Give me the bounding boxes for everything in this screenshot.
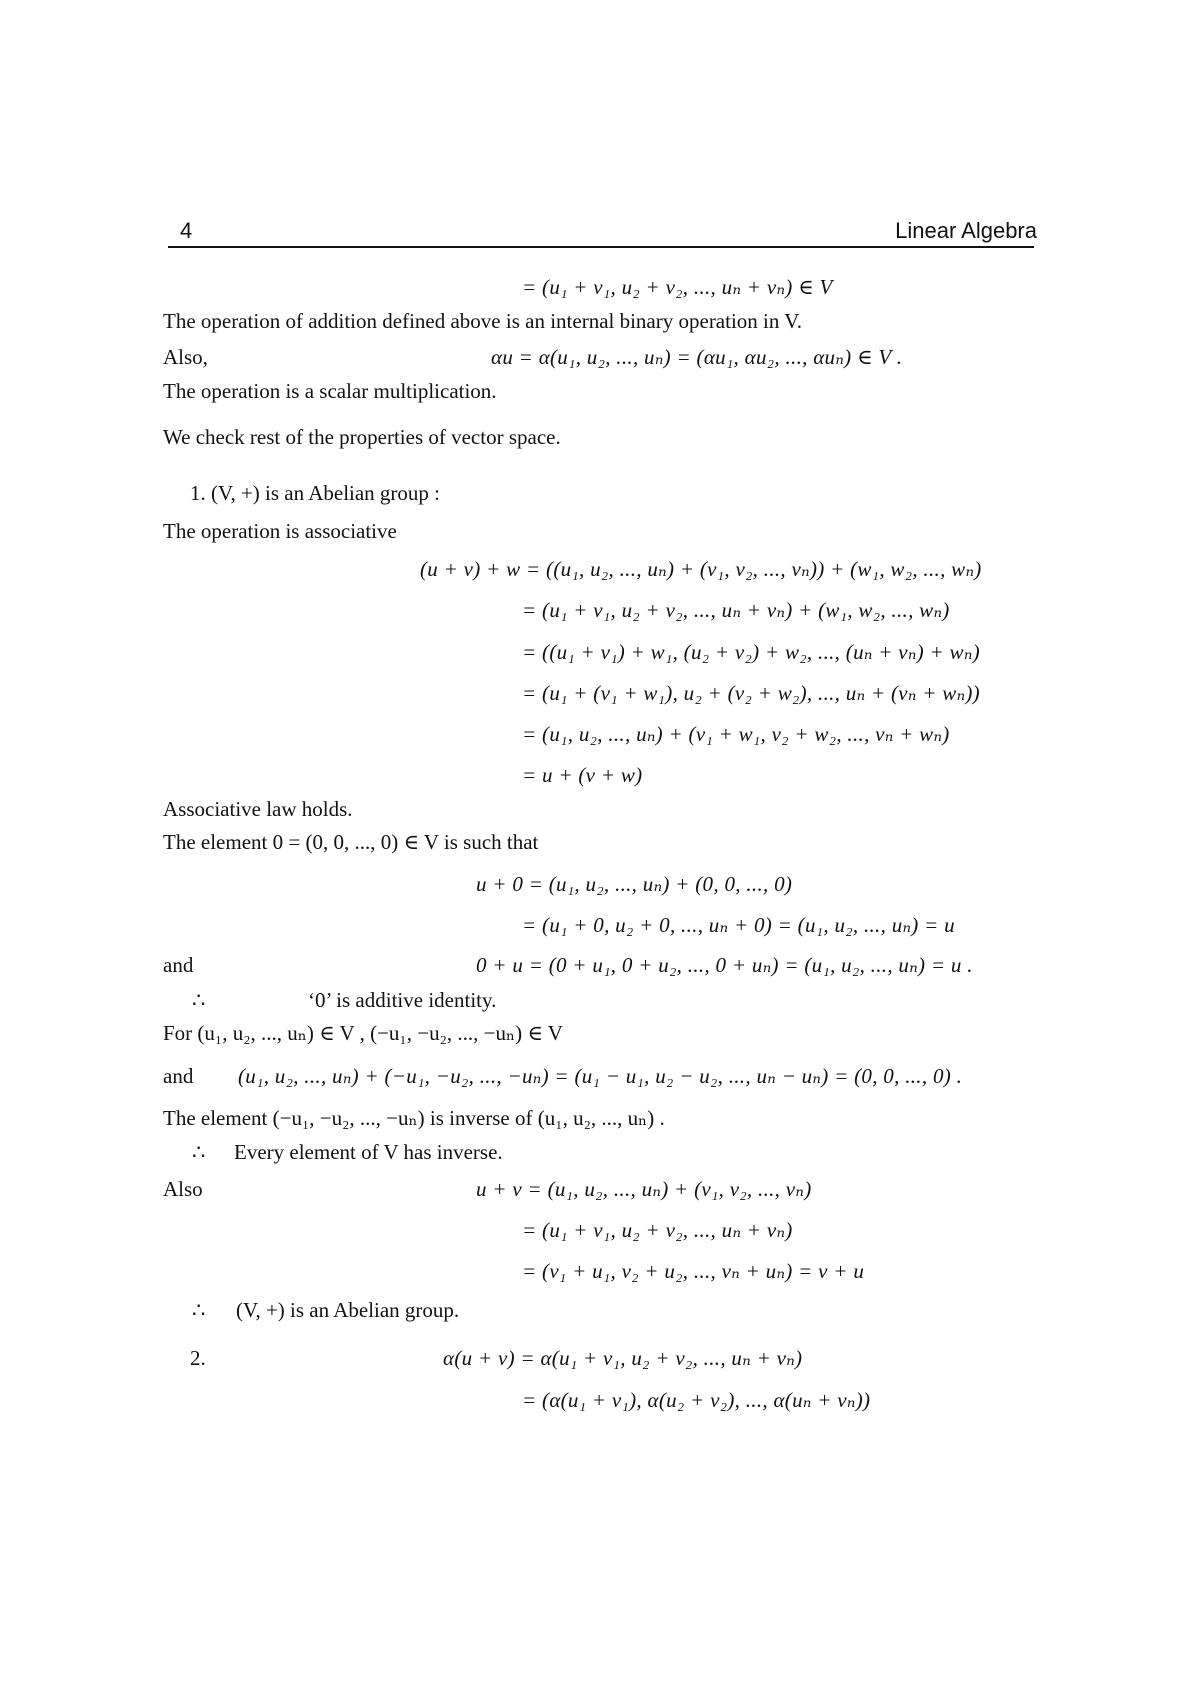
equation-line: = (v₁ + u₁, v₂ + u₂, ..., vₙ + uₙ) = v + u bbox=[522, 1259, 865, 1283]
text-line: The operation is a scalar multiplication. bbox=[163, 379, 497, 403]
equation-line: = (u₁ + v₁, u₂ + v₂, ..., uₙ + vₙ) bbox=[522, 1218, 793, 1242]
equation-line: = ((u₁ + v₁) + w₁, (u₂ + v₂) + w₂, ..., (uₙ + vₙ) + wₙ) bbox=[522, 640, 980, 664]
equation-line: = (u₁ + v₁, u₂ + v₂, ..., uₙ + vₙ) + (w₁, w₂, ..., wₙ) bbox=[522, 598, 950, 622]
therefore-symbol: ∴ bbox=[192, 1140, 206, 1164]
equation-line: αu = α(u₁, u₂, ..., uₙ) = (αu₁, αu₂, ..., αuₙ) ∈ V . bbox=[491, 345, 903, 369]
text-line: and bbox=[163, 953, 194, 977]
equation-line: α(u + v) = α(u₁ + v₁, u₂ + v₂, ..., uₙ + vₙ) bbox=[443, 1346, 803, 1370]
text-line: The element 0 = (0, 0, ..., 0) ∈ V is such that bbox=[163, 830, 539, 854]
text-line: Every element of V has inverse. bbox=[234, 1140, 503, 1164]
equation-line: (u₁, u₂, ..., uₙ) + (−u₁, −u₂, ..., −uₙ) = (u₁ − u₁, u₂ − u₂, ..., uₙ − uₙ) = (0, 0, ..., 0) . bbox=[238, 1064, 963, 1088]
equation-line: (u + v) + w = ((u₁, u₂, ..., uₙ) + (v₁, v₂, ..., vₙ)) + (w₁, w₂, ..., wₙ) bbox=[420, 557, 982, 581]
equation-line: u + 0 = (u₁, u₂, ..., uₙ) + (0, 0, ..., 0) bbox=[476, 872, 793, 896]
equation-line: = (u₁ + (v₁ + w₁), u₂ + (v₂ + w₂), ..., uₙ + (vₙ + wₙ)) bbox=[522, 681, 980, 705]
text-line: Also, bbox=[163, 345, 208, 369]
equation-line: = u + (v + w) bbox=[522, 763, 643, 787]
text-line: The operation is associative bbox=[163, 519, 397, 543]
text-line: The operation of addition defined above is an internal binary operation in V. bbox=[163, 309, 802, 333]
list-item-number: 2. bbox=[190, 1346, 206, 1370]
text-line: and bbox=[163, 1064, 194, 1088]
text-line: Associative law holds. bbox=[163, 797, 353, 821]
text-line: Also bbox=[163, 1177, 203, 1201]
text-line: We check rest of the properties of vector space. bbox=[163, 425, 561, 449]
equation-line: = (u₁, u₂, ..., uₙ) + (v₁ + w₁, v₂ + w₂, ..., vₙ + wₙ) bbox=[522, 722, 950, 746]
equation-line: = (u₁ + 0, u₂ + 0, ..., uₙ + 0) = (u₁, u₂, ..., uₙ) = u bbox=[522, 913, 955, 937]
equation-line: u + v = (u₁, u₂, ..., uₙ) + (v₁, v₂, ..., vₙ) bbox=[476, 1177, 812, 1201]
running-title: Linear Algebra bbox=[895, 218, 1037, 243]
text-line: For (u₁, u₂, ..., uₙ) ∈ V , (−u₁, −u₂, ..., −uₙ) ∈ V bbox=[163, 1021, 563, 1045]
text-line: (V, +) is an Abelian group. bbox=[236, 1298, 460, 1322]
header-rule bbox=[168, 246, 1034, 248]
page-number: 4 bbox=[180, 218, 193, 243]
equation-line: = (u₁ + v₁, u₂ + v₂, ..., uₙ + vₙ) ∈ V bbox=[522, 275, 833, 299]
text-line: The element (−u₁, −u₂, ..., −uₙ) is inverse of (u₁, u₂, ..., uₙ) . bbox=[163, 1106, 665, 1130]
text-line: ‘0’ is additive identity. bbox=[308, 988, 497, 1012]
list-item-heading: 1. (V, +) is an Abelian group : bbox=[190, 481, 441, 505]
therefore-symbol: ∴ bbox=[192, 1298, 206, 1322]
equation-line: = (α(u₁ + v₁), α(u₂ + v₂), ..., α(uₙ + vₙ)) bbox=[522, 1388, 871, 1412]
therefore-symbol: ∴ bbox=[192, 988, 206, 1012]
equation-line: 0 + u = (0 + u₁, 0 + u₂, ..., 0 + uₙ) = (u₁, u₂, ..., uₙ) = u . bbox=[476, 953, 973, 977]
